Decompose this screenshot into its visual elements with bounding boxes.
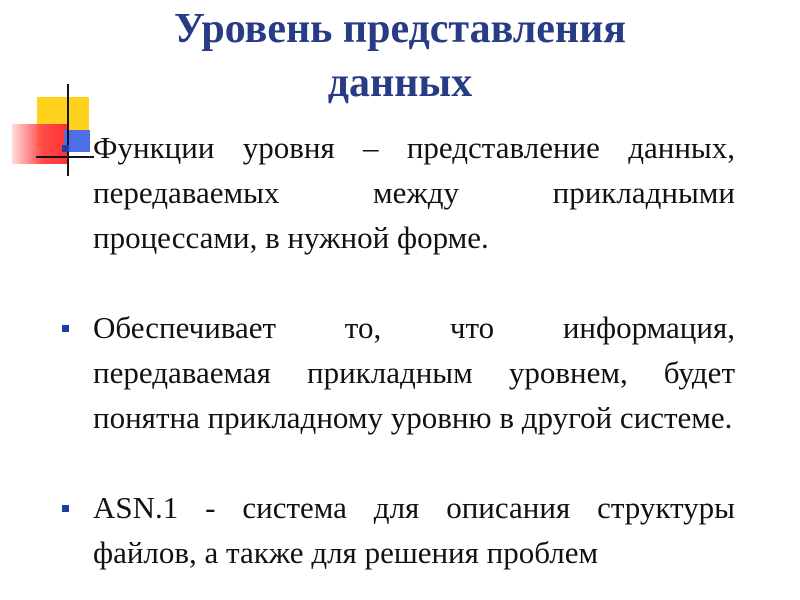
bullet-item <box>62 485 735 575</box>
slide-title: Уровень представления данных <box>173 6 627 106</box>
square-bullet-icon <box>62 505 69 512</box>
bullet-text: Функции уровня – представление данных, передаваемых между прикладными процессами, в нужной форме. <box>93 130 735 255</box>
bullet-text: ASN.1 - система для описания структуры файлов, а также для решения проблем <box>93 490 735 570</box>
bullet-item <box>62 125 735 260</box>
square-bullet-icon <box>62 145 69 152</box>
bullet-text: Обеспечивает то, что информация, передаваемая прикладным уровнем, будет понятна прикладному уровню в другой системе. <box>93 310 735 435</box>
square-bullet-icon <box>62 325 69 332</box>
red-square <box>12 124 68 164</box>
bullet-item <box>62 305 735 440</box>
bullet-list <box>62 125 735 600</box>
